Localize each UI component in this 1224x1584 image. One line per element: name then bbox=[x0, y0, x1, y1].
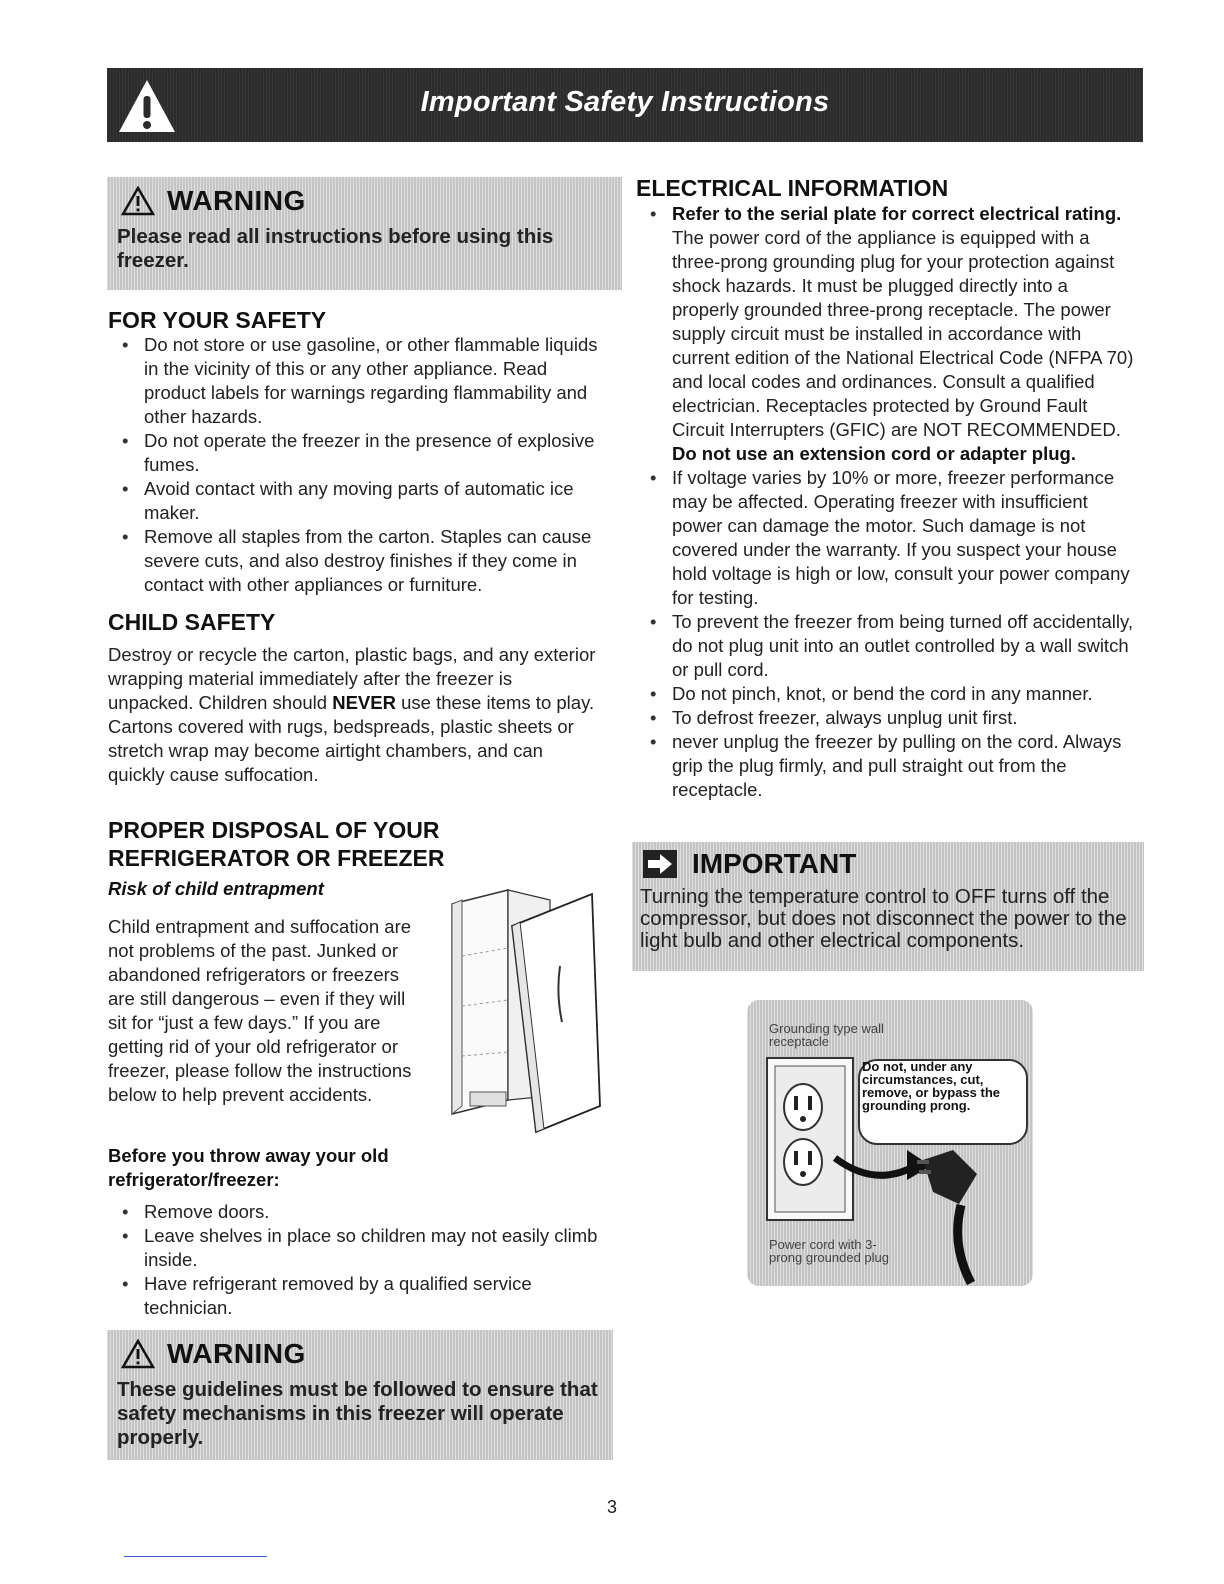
callout-text: Do not, under any circumstances, cut, remove, or bypass the grounding prong. bbox=[862, 1059, 1000, 1113]
risk-subheading: Risk of child entrapment bbox=[108, 878, 324, 899]
important-box bbox=[632, 842, 1144, 971]
warning-label: WARNING bbox=[167, 185, 306, 216]
list-item: • To defrost freezer, always unplug unit first. bbox=[636, 706, 1136, 730]
warning-text: Please read all instructions before using this freezer. bbox=[117, 225, 554, 272]
disposal-heading-line1: PROPER DISPOSAL OF YOUR bbox=[108, 817, 440, 843]
list-item: • Leave shelves in place so children may not easily climb inside. bbox=[108, 1224, 598, 1272]
list-item: • Do not operate the freezer in the presence of explosive fumes. bbox=[108, 429, 608, 477]
warning-box-bottom bbox=[107, 1330, 613, 1460]
footer-line bbox=[124, 1556, 267, 1557]
list-item: • Have refrigerant removed by a qualified service technician. bbox=[108, 1272, 598, 1320]
warning-text: These guidelines must be followed to ensure that safety mechanisms in this freezer will operate properly. bbox=[117, 1378, 598, 1449]
freezer-illustration bbox=[440, 886, 610, 1134]
power-cord-label: Power cord with 3-prong grounded plug bbox=[769, 1237, 889, 1265]
grounding-figure bbox=[747, 1000, 1033, 1286]
electrical-heading: ELECTRICAL INFORMATION bbox=[636, 175, 949, 201]
page-title: Important Safety Instructions bbox=[420, 86, 830, 118]
for-your-safety-heading: FOR YOUR SAFETY bbox=[108, 307, 327, 333]
arrow-right-icon bbox=[642, 849, 678, 879]
warning-icon bbox=[121, 1339, 155, 1369]
page-number: 3 bbox=[606, 1497, 617, 1517]
disposal-text: Child entrapment and suffocation are not problems of the past. Junked or abandoned refrigerators or freezers are still dangerous – even if they will sit for “just a few days.” If you are getting rid of your old refrigerator or freezer, please follow the instructions below to help prevent accidents. bbox=[108, 916, 412, 1105]
list-item: • Do not pinch, knot, or bend the cord in any manner. bbox=[636, 682, 1136, 706]
list-item: • never unplug the freezer by pulling on the cord. Always grip the plug firmly, and pull straight out from the receptacle. bbox=[636, 730, 1136, 802]
list-item: • Do not store or use gasoline, or other flammable liquids in the vicinity of this or any other appliance. Read product labels for warnings regarding flammability and other hazards. bbox=[108, 333, 608, 429]
disposal-list bbox=[108, 1200, 598, 1320]
electrical-list bbox=[636, 202, 1136, 802]
warning-label: WARNING bbox=[167, 1338, 306, 1369]
child-safety-heading: CHILD SAFETY bbox=[108, 609, 276, 635]
list-item: • Avoid contact with any moving parts of automatic ice maker. bbox=[108, 477, 608, 525]
warning-box-top bbox=[107, 177, 622, 290]
important-text: Turning the temperature control to OFF turns off the compressor, but does not disconnect the power to the light bulb and other electrical components. bbox=[640, 885, 1127, 952]
header-banner bbox=[107, 68, 1143, 142]
list-item: • Refer to the serial plate for correct electrical rating. The power cord of the appliance is equipped with a three-prong grounding plug for your protection against shock hazards. It must be plugged directly into a properly grounded three-prong receptacle. The power supply circuit must be installed in accordance with current edition of the National Electrical Code (NFPA 70) and local codes and ordinances. Consult a qualified electrician. Receptacles protected by Ground Fault Circuit Interrupters (GFIC) are NOT RECOMMENDED. Do not use an extension cord or adapter plug. bbox=[636, 202, 1136, 466]
list-item: • If voltage varies by 10% or more, freezer performance may be affected. Operating freezer with insufficient power can damage the motor. Such damage is not covered under the warranty. If you suspect your house hold voltage is high or low, consult your power company for testing. bbox=[636, 466, 1136, 610]
receptacle-label: Grounding type wall receptacle bbox=[769, 1021, 884, 1049]
list-item: • Remove doors. bbox=[108, 1200, 598, 1224]
warning-icon bbox=[121, 186, 155, 216]
for-your-safety-list bbox=[108, 333, 608, 597]
child-safety-text: Destroy or recycle the carton, plastic bags, and any exterior wrapping material immediately after the freezer is unpacked. Children should NEVER use these items to play. Cartons covered with rugs, bedspreads, plastic sheets or stretch wrap may become airtight chambers, and can quickly cause suffocation. bbox=[108, 644, 596, 785]
important-label: IMPORTANT bbox=[692, 848, 857, 879]
list-item: • To prevent the freezer from being turned off accidentally, do not plug unit into an outlet controlled by a wall switch or pull cord. bbox=[636, 610, 1136, 682]
before-throw-away-heading: Before you throw away your old refrigerator/freezer: bbox=[108, 1145, 389, 1190]
disposal-heading-line2: REFRIGERATOR OR FREEZER bbox=[108, 845, 445, 871]
list-item: • Remove all staples from the carton. Staples can cause severe cuts, and also destroy finishes if they come in contact with other appliances or furniture. bbox=[108, 525, 608, 597]
